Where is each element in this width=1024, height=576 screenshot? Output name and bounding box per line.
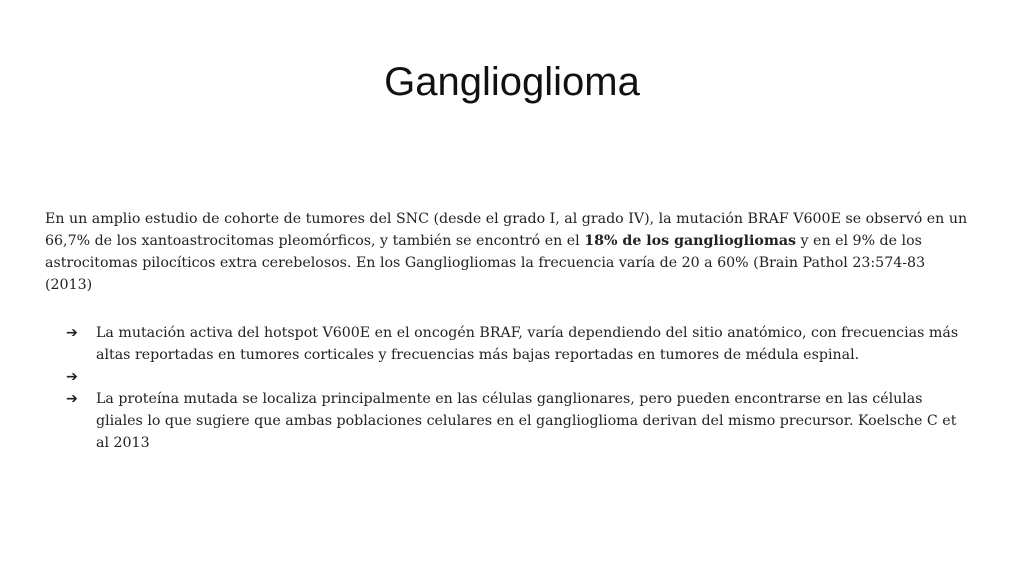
bullet-list	[66, 322, 966, 454]
arrow-bullet-icon: ➔	[66, 369, 78, 385]
intro-bold-highlight: 18% de los gangliogliomas	[584, 233, 797, 249]
bullet-text: La mutación activa del hotspot V600E en el oncogén BRAF, varía dependiendo del sitio anatómico, con frecuencias más altas reportadas en tumores corticales y frecuencias más bajas reportadas en tumores de médula espinal.	[96, 325, 959, 363]
intro-text-end: y en el 9% de los astrocitomas pilocíticos extra cerebelosos. En los Gangliogliomas la frecuencia varía de 20 a 60% (Brain Pathol 23:574-83 (2013)	[45, 233, 926, 293]
slide-title: Ganglioglioma	[384, 60, 640, 104]
intro-text-start: En un amplio estudio de cohorte de tumores del SNC (desde el grado I, al grado IV), la mutación BRAF V600E se observó en un 66,7% de los xantoastrocitomas pleomórficos, y también se encontró en el	[45, 211, 968, 249]
arrow-bullet-icon: ➔	[66, 391, 78, 407]
bullet-text: La proteína mutada se localiza principalmente en las células ganglionares, pero pueden encontrarse en las células gliales lo que sugiere que ambas poblaciones celulares en el ganglioglioma derivan del mismo precursor. Koelsche C et al 2013	[96, 391, 957, 451]
bullet-item-1	[66, 322, 966, 366]
bullet-item-2	[66, 366, 966, 388]
bullet-item-3	[66, 388, 966, 454]
arrow-bullet-icon: ➔	[66, 325, 78, 341]
intro-paragraph	[45, 208, 975, 296]
